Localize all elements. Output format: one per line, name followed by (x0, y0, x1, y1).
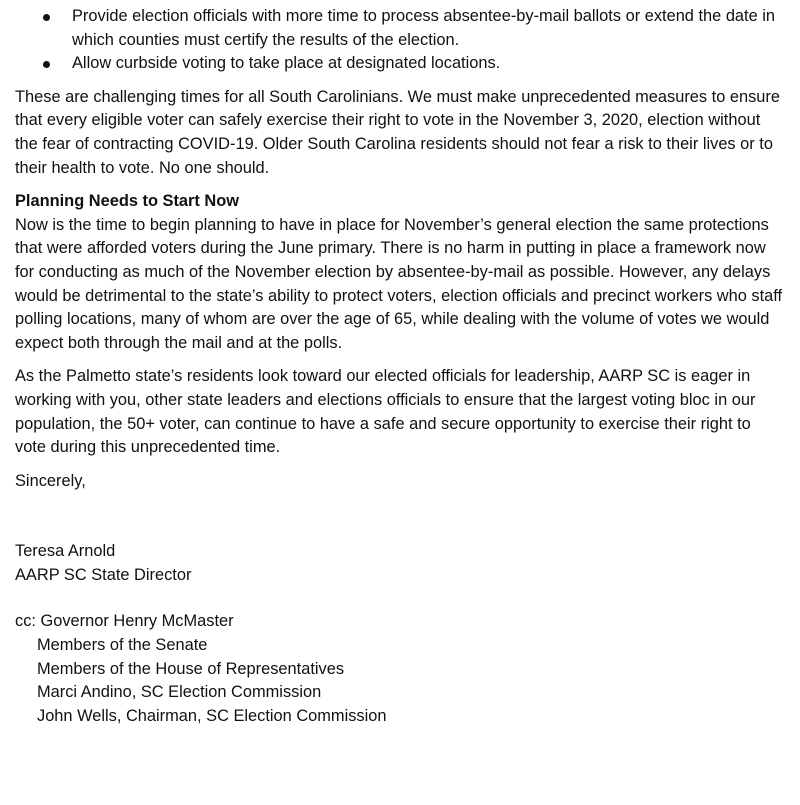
paragraph-planning: Now is the time to begin planning to have in place for November’s general election the same protections that were afforded voters during the June primary. There is no harm in putting in place a framework now for conducting as much of the November election by absentee-by-mail as possible. However, any delays would be detrimental to the state’s ability to protect voters, election officials and precinct workers who staff polling locations, many of whom are over the age of 65, while dealing with the volume of votes we would expect both through the mail and at the polls. (15, 215, 783, 352)
cc-recipient: Members of the House of Representatives (37, 659, 345, 678)
bullet-list (15, 5, 785, 76)
signer-name: Teresa Arnold (15, 542, 116, 561)
paragraph-palmetto: As the Palmetto state’s residents look toward our elected officials for leadership, AARP SC is eager in working with you, other state leaders and elections officials to ensure that the largest voting bloc in our population, the 50+ voter, can continue to have a safe and secure opportunity to exercise their right to vote during this unprecedented time. (15, 367, 756, 457)
paragraph-challenging-times: These are challenging times for all South Carolinians. We must make unprecedented measures to ensure that every eligible voter can safely exercise their right to vote in the November 3, 2020, election without the fear of contracting COVID-19. Older South Carolina residents should not fear a risk to their lives or to their health to vote. No one should. (15, 87, 780, 177)
letter-page (15, 5, 785, 728)
cc-recipient: John Wells, Chairman, SC Election Commission (37, 706, 387, 725)
section-heading: Planning Needs to Start Now (15, 192, 240, 211)
signer-title: AARP SC State Director (15, 565, 192, 584)
bullet-item (15, 52, 785, 76)
cc-recipient: Marci Andino, SC Election Commission (37, 683, 322, 702)
closing-salutation: Sincerely, (15, 471, 86, 490)
cc-list (15, 610, 785, 728)
bullet-text: Allow curbside voting to take place at designated locations. (72, 54, 501, 73)
bullet-dot-icon (43, 14, 50, 21)
bullet-item (15, 5, 785, 52)
cc-first: cc: Governor Henry McMaster (15, 612, 234, 631)
cc-recipient: Members of the Senate (37, 636, 208, 655)
bullet-dot-icon (43, 61, 50, 68)
bullet-text: Provide election officials with more time to process absentee-by-mail ballots or extend the date in which counties must certify the results of the election. (72, 7, 776, 49)
